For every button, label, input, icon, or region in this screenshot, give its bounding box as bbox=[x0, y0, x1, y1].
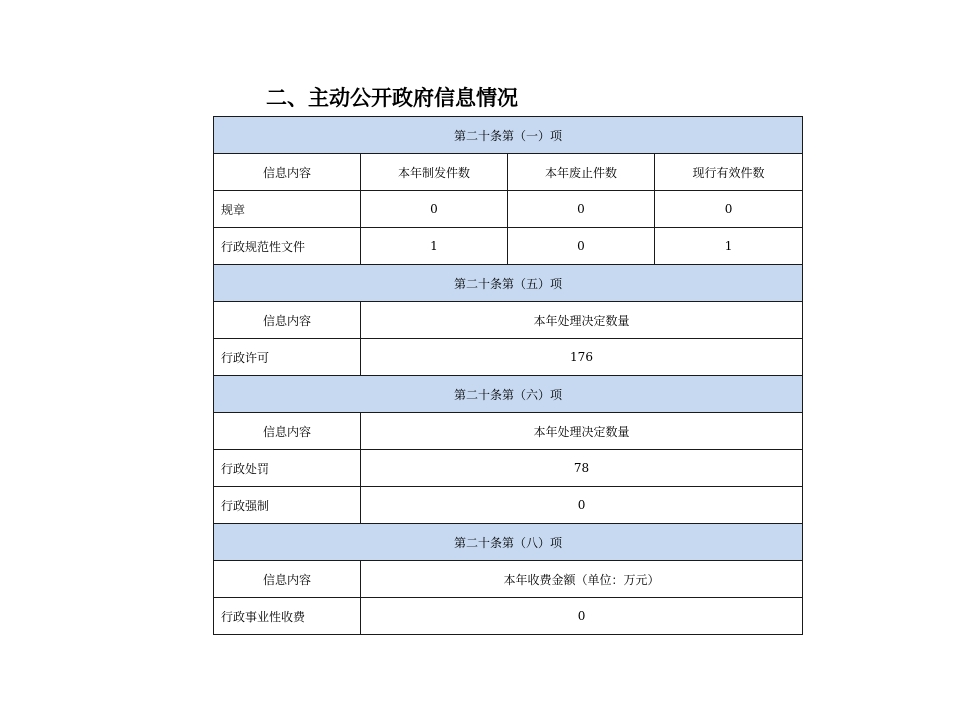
column-header-row bbox=[214, 154, 803, 191]
row-value: 0 bbox=[361, 598, 803, 635]
section-title: 第二十条第（六）项 bbox=[214, 376, 803, 413]
row-value: 1 bbox=[361, 228, 508, 265]
row-value: 78 bbox=[361, 450, 803, 487]
header-cell: 现行有效件数 bbox=[655, 154, 803, 191]
table-row bbox=[214, 450, 803, 487]
row-value: 0 bbox=[508, 228, 655, 265]
row-label: 行政许可 bbox=[214, 339, 361, 376]
row-value: 0 bbox=[508, 191, 655, 228]
header-cell: 信息内容 bbox=[214, 413, 361, 450]
row-value: 0 bbox=[361, 487, 803, 524]
section-header-row bbox=[214, 265, 803, 302]
section-title: 第二十条第（八）项 bbox=[214, 524, 803, 561]
table-row bbox=[214, 598, 803, 635]
column-header-row bbox=[214, 561, 803, 598]
section-header-row bbox=[214, 117, 803, 154]
row-label: 行政处罚 bbox=[214, 450, 361, 487]
row-label: 行政强制 bbox=[214, 487, 361, 524]
section-header-row bbox=[214, 524, 803, 561]
page-title: 二、主动公开政府信息情况 bbox=[266, 86, 518, 110]
section-title: 第二十条第（一）项 bbox=[214, 117, 803, 154]
table-row bbox=[214, 339, 803, 376]
header-cell: 本年收费金额（单位：万元） bbox=[361, 561, 803, 598]
row-value: 176 bbox=[361, 339, 803, 376]
row-value: 0 bbox=[655, 191, 803, 228]
disclosure-table bbox=[213, 116, 803, 635]
header-cell: 本年处理决定数量 bbox=[361, 413, 803, 450]
column-header-row bbox=[214, 413, 803, 450]
section-title: 第二十条第（五）项 bbox=[214, 265, 803, 302]
row-label: 行政事业性收费 bbox=[214, 598, 361, 635]
table-row bbox=[214, 228, 803, 265]
header-cell: 本年制发件数 bbox=[361, 154, 508, 191]
column-header-row bbox=[214, 302, 803, 339]
row-label: 规章 bbox=[214, 191, 361, 228]
header-cell: 信息内容 bbox=[214, 302, 361, 339]
table-row bbox=[214, 191, 803, 228]
header-cell: 信息内容 bbox=[214, 154, 361, 191]
header-cell: 信息内容 bbox=[214, 561, 361, 598]
header-cell: 本年处理决定数量 bbox=[361, 302, 803, 339]
table-row bbox=[214, 487, 803, 524]
header-cell: 本年废止件数 bbox=[508, 154, 655, 191]
row-value: 1 bbox=[655, 228, 803, 265]
section-header-row bbox=[214, 376, 803, 413]
row-label: 行政规范性文件 bbox=[214, 228, 361, 265]
row-value: 0 bbox=[361, 191, 508, 228]
